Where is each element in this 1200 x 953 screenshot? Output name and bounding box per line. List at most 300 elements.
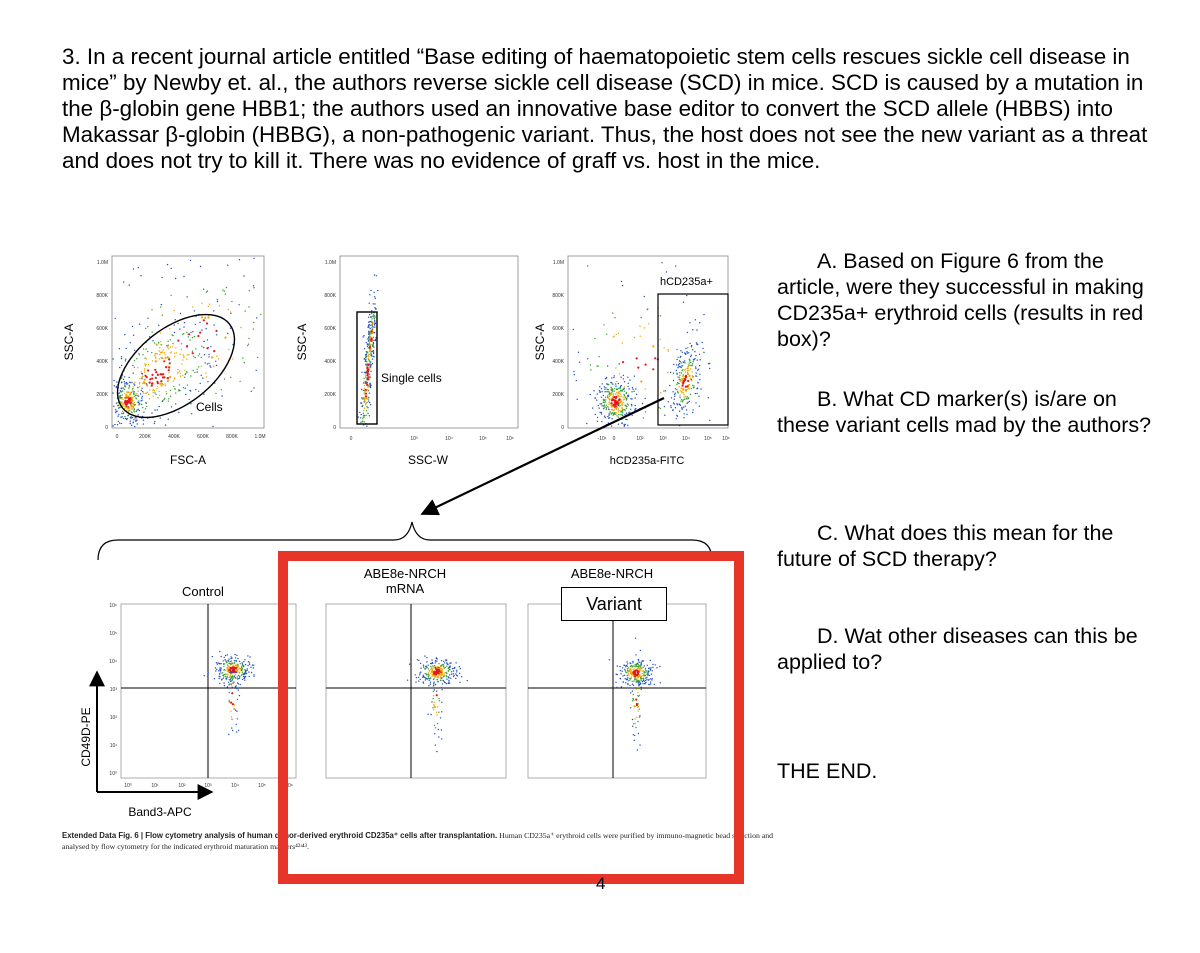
event-dot xyxy=(249,662,250,663)
event-dot xyxy=(208,672,209,673)
event-dot xyxy=(220,667,221,668)
event-dot xyxy=(614,317,615,318)
event-dot xyxy=(233,664,234,665)
event-dot xyxy=(230,711,231,712)
event-dot xyxy=(130,342,131,343)
x-tick-label: -10¹ xyxy=(597,436,607,442)
event-dot xyxy=(635,388,636,389)
event-dot xyxy=(163,349,164,350)
event-dot xyxy=(155,353,156,354)
event-dot xyxy=(134,384,135,385)
event-dot xyxy=(141,404,142,405)
event-dot xyxy=(366,378,367,379)
event-dot xyxy=(631,391,632,392)
event-dot xyxy=(699,379,700,380)
event-dot xyxy=(207,381,208,382)
event-dot xyxy=(170,346,171,347)
event-dot xyxy=(180,376,181,377)
event-dot xyxy=(231,727,232,728)
event-dot xyxy=(122,399,123,400)
event-dot xyxy=(138,409,139,410)
event-dot xyxy=(141,371,142,372)
event-dot xyxy=(689,362,690,363)
event-dot xyxy=(592,407,593,408)
event-dot xyxy=(256,317,257,318)
event-dot xyxy=(180,313,181,314)
event-dot xyxy=(219,676,220,677)
event-dot xyxy=(621,408,622,409)
event-dot xyxy=(161,344,162,345)
event-dot xyxy=(640,336,641,337)
event-dot xyxy=(115,409,116,410)
event-dot xyxy=(369,393,370,394)
event-dot xyxy=(667,372,668,373)
event-dot xyxy=(683,376,684,377)
event-dot xyxy=(372,345,373,346)
event-dot xyxy=(115,412,116,413)
y-axis-label: SSC-A xyxy=(533,323,547,361)
event-dot xyxy=(372,359,373,360)
event-dot xyxy=(206,291,207,292)
event-dot xyxy=(220,663,221,664)
event-dot xyxy=(697,382,698,383)
event-dot xyxy=(131,425,132,426)
event-dot xyxy=(366,410,367,411)
event-dot xyxy=(238,304,239,305)
event-dot xyxy=(181,349,182,350)
event-dot xyxy=(587,358,588,359)
event-dot xyxy=(369,333,370,334)
event-dot xyxy=(615,414,616,415)
event-dot xyxy=(245,670,246,671)
event-dot xyxy=(224,290,225,291)
event-dot xyxy=(237,699,238,700)
event-dot xyxy=(695,368,696,369)
event-dot xyxy=(243,676,244,677)
event-dot xyxy=(186,332,187,333)
event-dot xyxy=(118,414,119,415)
event-dot xyxy=(236,724,237,725)
event-dot xyxy=(368,399,369,400)
event-dot xyxy=(595,414,596,415)
event-dot xyxy=(197,369,198,370)
event-dot xyxy=(117,416,118,417)
event-dot xyxy=(373,303,374,304)
event-dot xyxy=(616,381,617,382)
event-dot xyxy=(660,339,661,340)
event-dot xyxy=(618,408,619,409)
event-dot xyxy=(699,374,700,375)
event-dot xyxy=(614,414,615,415)
event-dot xyxy=(691,388,692,389)
event-dot xyxy=(235,710,236,711)
event-dot xyxy=(229,679,230,680)
event-dot xyxy=(127,415,128,416)
event-dot xyxy=(636,357,638,359)
event-dot xyxy=(235,657,236,658)
event-dot xyxy=(191,413,192,414)
event-dot xyxy=(368,347,369,348)
event-dot xyxy=(195,324,196,325)
y-tick-label: 1.0M xyxy=(552,260,564,266)
event-dot xyxy=(708,397,709,398)
event-dot xyxy=(614,391,615,392)
event-dot xyxy=(680,381,681,382)
event-dot xyxy=(624,426,625,427)
event-dot xyxy=(228,660,229,661)
event-dot xyxy=(133,335,134,336)
event-dot xyxy=(622,390,623,391)
event-dot xyxy=(364,385,365,386)
event-dot xyxy=(602,391,603,392)
event-dot xyxy=(231,716,232,717)
event-dot xyxy=(167,346,168,347)
event-dot xyxy=(189,399,190,400)
event-dot xyxy=(131,411,132,412)
event-dot xyxy=(134,396,135,397)
event-dot xyxy=(167,377,169,379)
event-dot xyxy=(632,415,633,416)
event-dot xyxy=(673,364,674,365)
event-dot xyxy=(625,419,626,420)
event-dot xyxy=(626,392,627,393)
event-dot xyxy=(364,372,365,373)
event-dot xyxy=(366,425,367,426)
event-dot xyxy=(228,309,229,310)
event-dot xyxy=(596,399,597,400)
event-dot xyxy=(624,391,625,392)
event-dot xyxy=(141,377,142,378)
event-dot xyxy=(216,669,217,670)
event-dot xyxy=(204,354,205,355)
event-dot xyxy=(155,394,156,395)
event-dot xyxy=(120,390,121,391)
event-dot xyxy=(123,418,124,419)
event-dot xyxy=(608,384,609,385)
event-dot xyxy=(249,656,250,657)
event-dot xyxy=(613,410,614,411)
event-dot xyxy=(605,378,606,379)
event-dot xyxy=(621,281,622,282)
event-dot xyxy=(371,318,372,319)
y-tick-label: 10⁰ xyxy=(109,771,117,777)
event-dot xyxy=(129,402,130,403)
event-dot xyxy=(134,367,135,368)
event-dot xyxy=(368,325,369,326)
event-dot xyxy=(622,397,623,398)
event-dot xyxy=(236,655,237,656)
event-dot xyxy=(240,663,241,664)
event-dot xyxy=(217,299,218,300)
event-dot xyxy=(677,382,678,383)
event-dot xyxy=(146,406,147,407)
event-dot xyxy=(233,670,234,671)
event-dot xyxy=(201,357,202,358)
event-dot xyxy=(132,389,133,390)
event-dot xyxy=(599,412,600,413)
event-dot xyxy=(226,287,227,288)
event-dot xyxy=(660,315,661,316)
event-dot xyxy=(684,360,685,361)
top-panel-3 xyxy=(533,256,730,467)
event-dot xyxy=(195,389,196,390)
event-dot xyxy=(163,399,164,400)
event-dot xyxy=(679,372,680,373)
event-dot xyxy=(366,366,368,368)
event-dot xyxy=(230,675,231,676)
event-dot xyxy=(232,730,233,731)
event-dot xyxy=(218,358,219,359)
event-dot xyxy=(146,384,148,386)
x-tick-label: 10³ xyxy=(410,436,418,442)
event-dot xyxy=(190,260,191,261)
event-dot xyxy=(225,660,226,661)
event-dot xyxy=(615,386,616,387)
event-dot xyxy=(632,389,633,390)
x-tick-label: 400K xyxy=(168,434,180,440)
event-dot xyxy=(599,392,600,393)
event-dot xyxy=(620,377,621,378)
event-dot xyxy=(168,419,169,420)
event-dot xyxy=(157,386,158,387)
event-dot xyxy=(695,319,696,320)
event-dot xyxy=(618,333,619,334)
event-dot xyxy=(187,384,188,385)
event-dot xyxy=(628,388,629,389)
event-dot xyxy=(626,419,627,420)
event-dot xyxy=(233,669,234,670)
event-dot xyxy=(686,385,688,387)
event-dot xyxy=(242,357,243,358)
event-dot xyxy=(154,390,155,391)
event-dot xyxy=(237,678,238,679)
event-dot xyxy=(687,347,688,348)
event-dot xyxy=(644,327,645,328)
event-dot xyxy=(151,352,152,353)
event-dot xyxy=(228,349,229,350)
event-dot xyxy=(368,354,369,355)
y-tick-label: 10⁴ xyxy=(109,659,117,665)
event-dot xyxy=(247,665,248,666)
event-dot xyxy=(612,312,613,313)
event-dot xyxy=(162,376,164,378)
event-dot xyxy=(224,685,225,686)
event-dot xyxy=(608,394,609,395)
event-dot xyxy=(676,373,677,374)
event-dot xyxy=(143,381,145,383)
event-dot xyxy=(363,413,364,414)
event-dot xyxy=(130,420,131,421)
event-dot xyxy=(144,363,145,364)
event-dot xyxy=(682,401,683,402)
y-tick-label: 10² xyxy=(109,715,117,721)
bottom-panel-control xyxy=(121,604,296,778)
event-dot xyxy=(642,403,643,404)
event-dot xyxy=(137,423,138,424)
event-dot xyxy=(210,367,211,368)
event-dot xyxy=(373,353,374,354)
event-dot xyxy=(179,390,180,391)
event-dot xyxy=(234,662,235,663)
event-dot xyxy=(599,390,600,391)
event-dot xyxy=(167,264,168,265)
event-dot xyxy=(179,328,180,329)
event-dot xyxy=(179,384,180,385)
event-dot xyxy=(361,372,362,373)
event-dot xyxy=(160,306,161,307)
event-dot xyxy=(238,730,239,731)
event-dot xyxy=(624,414,625,415)
event-dot xyxy=(374,316,375,317)
event-dot xyxy=(673,373,674,374)
event-dot xyxy=(124,383,125,384)
event-dot xyxy=(126,403,128,405)
event-dot xyxy=(133,392,134,393)
event-dot xyxy=(578,352,579,353)
event-dot xyxy=(601,403,602,404)
question-b xyxy=(777,386,1167,438)
event-dot xyxy=(682,352,683,353)
event-dot xyxy=(221,656,222,657)
event-dot xyxy=(359,412,360,413)
event-dot xyxy=(654,357,656,359)
event-dot xyxy=(369,376,370,377)
event-dot xyxy=(611,392,612,393)
event-dot xyxy=(605,401,606,402)
event-dot xyxy=(682,388,684,390)
event-dot xyxy=(132,405,133,406)
event-dot xyxy=(152,360,153,361)
event-dot xyxy=(628,395,629,396)
event-dot xyxy=(371,321,372,322)
event-dot xyxy=(195,348,196,349)
event-dot xyxy=(226,679,227,680)
event-dot xyxy=(681,408,682,409)
caption-text: Human CD235a⁺ erythroid cells were purified by immuno-magnetic bead selection and analysed by flow cytometry for the indicated erythroid maturation markers⁴²ʴ⁴³. xyxy=(62,831,774,851)
event-dot xyxy=(164,357,166,359)
event-dot xyxy=(625,396,626,397)
event-dot xyxy=(366,351,367,352)
event-dot xyxy=(369,366,370,367)
event-dot xyxy=(674,394,675,395)
event-dot xyxy=(689,388,690,389)
event-dot xyxy=(112,358,113,359)
event-dot xyxy=(372,323,373,324)
event-dot xyxy=(614,388,615,389)
event-dot xyxy=(175,278,176,279)
event-dot xyxy=(133,419,134,420)
event-dot xyxy=(126,419,127,420)
event-dot xyxy=(159,350,160,351)
event-dot xyxy=(598,405,599,406)
event-dot xyxy=(611,425,612,426)
event-dot xyxy=(210,346,211,347)
event-dot xyxy=(175,388,176,389)
event-dot xyxy=(692,371,693,372)
event-dot xyxy=(699,322,700,323)
event-dot xyxy=(634,376,635,377)
event-dot xyxy=(244,362,245,363)
event-dot xyxy=(689,375,691,377)
event-dot xyxy=(227,667,228,668)
event-dot xyxy=(677,404,678,405)
panel-title-control: Control xyxy=(182,584,224,599)
event-dot xyxy=(135,417,136,418)
event-dot xyxy=(249,290,250,291)
event-dot xyxy=(175,347,176,348)
event-dot xyxy=(684,352,685,353)
event-dot xyxy=(679,397,680,398)
event-dot xyxy=(180,373,181,374)
event-dot xyxy=(678,365,679,366)
event-dot xyxy=(174,356,175,357)
event-dot xyxy=(361,414,362,415)
event-dot xyxy=(207,676,208,677)
event-dot xyxy=(368,397,369,398)
event-dot xyxy=(612,384,613,385)
event-dot xyxy=(114,385,115,386)
x-axis-label: hCD235a-FITC xyxy=(609,455,685,467)
event-dot xyxy=(183,326,184,327)
event-dot xyxy=(688,352,689,353)
event-dot xyxy=(365,382,366,383)
event-dot xyxy=(608,391,609,392)
event-dot xyxy=(683,302,684,303)
event-dot xyxy=(122,411,123,412)
event-dot xyxy=(165,385,166,386)
event-dot xyxy=(632,387,633,388)
event-dot xyxy=(573,371,574,372)
event-dot xyxy=(616,392,617,393)
y-tick-label: 600K xyxy=(324,326,336,332)
event-dot xyxy=(215,330,217,332)
y-tick-label: 200K xyxy=(552,392,564,398)
event-dot xyxy=(239,695,240,696)
event-dot xyxy=(689,322,690,323)
event-dot xyxy=(159,395,160,396)
event-dot xyxy=(122,404,123,405)
event-dot xyxy=(211,356,213,358)
event-dot xyxy=(692,412,693,413)
event-dot xyxy=(175,319,176,320)
event-dot xyxy=(624,388,625,389)
event-dot xyxy=(177,323,178,324)
event-dot xyxy=(363,390,364,391)
top-panel-2 xyxy=(295,256,518,467)
event-dot xyxy=(366,364,367,365)
event-dot xyxy=(134,402,135,403)
event-dot xyxy=(373,343,374,344)
event-dot xyxy=(207,316,209,318)
event-dot xyxy=(247,655,248,656)
event-dot xyxy=(367,369,369,371)
event-dot xyxy=(121,365,122,366)
event-dot xyxy=(687,380,689,382)
event-dot xyxy=(227,654,228,655)
event-dot xyxy=(129,382,130,383)
event-dot xyxy=(133,386,134,387)
event-dot xyxy=(597,421,598,422)
event-dot xyxy=(375,298,376,299)
event-dot xyxy=(208,363,209,364)
event-dot xyxy=(362,418,363,419)
event-dot xyxy=(134,405,135,406)
event-dot xyxy=(122,387,123,388)
event-dot xyxy=(688,364,689,365)
event-dot xyxy=(214,678,215,679)
event-dot xyxy=(683,374,684,375)
event-dot xyxy=(622,410,623,411)
